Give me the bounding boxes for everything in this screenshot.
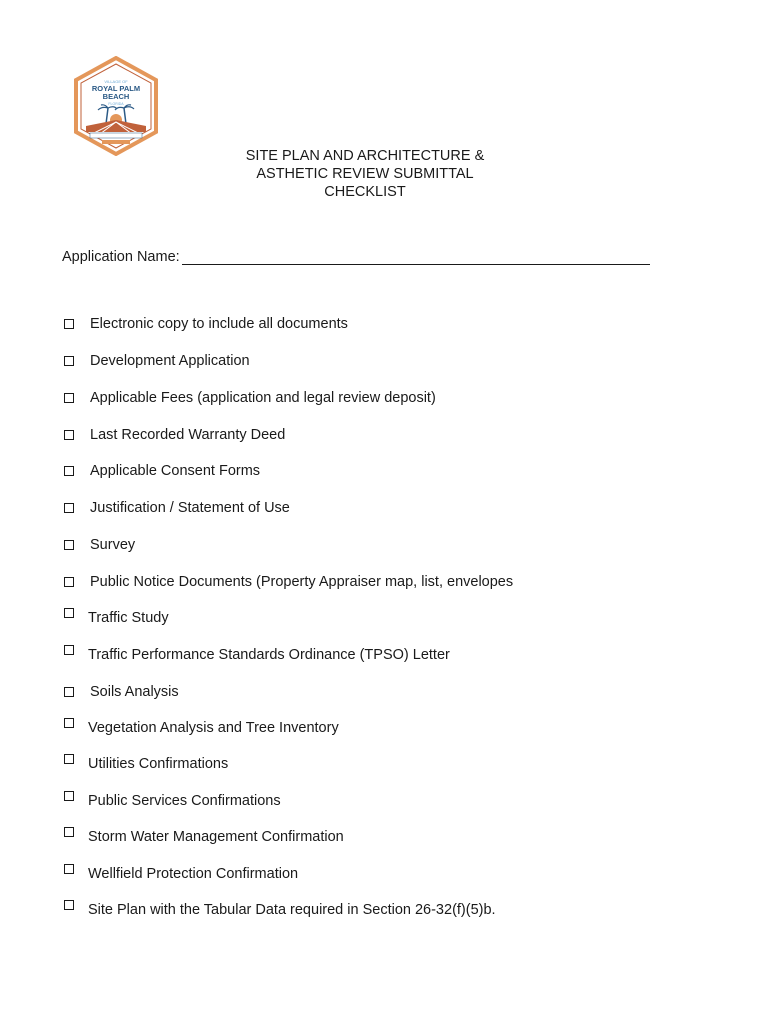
checklist-item[interactable] bbox=[64, 353, 250, 369]
checklist-item-label: Public Services Confirmations bbox=[88, 793, 281, 809]
checkbox[interactable] bbox=[64, 687, 74, 697]
checkbox[interactable] bbox=[64, 466, 74, 476]
checklist-item-label: Survey bbox=[90, 537, 136, 553]
checklist-item[interactable] bbox=[64, 390, 436, 406]
checkbox[interactable] bbox=[64, 827, 74, 837]
title-line-1: SITE PLAN AND ARCHITECTURE & bbox=[245, 148, 485, 164]
checklist-item-label: Utilities Confirmations bbox=[88, 756, 229, 772]
checkbox[interactable] bbox=[64, 577, 74, 587]
checklist-item-label: Storm Water Management Confirmation bbox=[88, 829, 344, 845]
checkbox[interactable] bbox=[64, 718, 74, 728]
checklist-item-label: Soils Analysis bbox=[90, 684, 179, 700]
checklist-item[interactable] bbox=[64, 866, 298, 882]
checkbox[interactable] bbox=[64, 356, 74, 366]
checkbox[interactable] bbox=[64, 608, 74, 618]
checklist-item[interactable] bbox=[64, 427, 285, 443]
checkbox[interactable] bbox=[64, 540, 74, 550]
svg-text:VILLAGE OF: VILLAGE OF bbox=[104, 79, 128, 84]
checklist-item-label: Wellfield Protection Confirmation bbox=[88, 866, 299, 882]
checklist-item-label: Applicable Fees (application and legal review deposit) bbox=[90, 390, 436, 406]
checklist-item-label: Justification / Statement of Use bbox=[90, 500, 290, 516]
checkbox[interactable] bbox=[64, 645, 74, 655]
checklist-item[interactable] bbox=[64, 756, 228, 772]
svg-text:BEACH: BEACH bbox=[102, 92, 130, 101]
checklist-item-label: Site Plan with the Tabular Data required in Section 26-32(f)(5)b. bbox=[88, 902, 496, 918]
checkbox[interactable] bbox=[64, 319, 74, 329]
svg-text:ROYAL PALM: ROYAL PALM bbox=[91, 84, 141, 93]
checklist-item-label: Traffic Performance Standards Ordinance (TPSO) Letter bbox=[88, 647, 450, 663]
checklist-item-label: Last Recorded Warranty Deed bbox=[90, 427, 286, 443]
checklist-item[interactable] bbox=[64, 537, 135, 553]
checkbox[interactable] bbox=[64, 754, 74, 764]
title-line-2: ASTHETIC REVIEW SUBMITTAL bbox=[256, 166, 474, 182]
checklist-item[interactable] bbox=[64, 720, 339, 736]
checklist-item[interactable] bbox=[64, 610, 169, 626]
checkbox[interactable] bbox=[64, 791, 74, 801]
checklist-item[interactable] bbox=[64, 574, 513, 590]
checkbox[interactable] bbox=[64, 430, 74, 440]
checklist-item[interactable] bbox=[64, 684, 179, 700]
checkbox[interactable] bbox=[64, 503, 74, 513]
checklist-item[interactable] bbox=[64, 902, 496, 918]
checklist-item[interactable] bbox=[64, 316, 348, 332]
checkbox[interactable] bbox=[64, 900, 74, 910]
checklist-item-label: Electronic copy to include all documents bbox=[90, 316, 348, 332]
checkbox[interactable] bbox=[64, 393, 74, 403]
checklist-item[interactable] bbox=[64, 500, 290, 516]
checklist-item-label: Vegetation Analysis and Tree Inventory bbox=[88, 720, 339, 736]
checklist-item[interactable] bbox=[64, 829, 344, 845]
title-line-3: CHECKLIST bbox=[324, 184, 406, 200]
checklist-item[interactable] bbox=[64, 793, 281, 809]
checkbox[interactable] bbox=[64, 864, 74, 874]
checklist-item[interactable] bbox=[64, 647, 450, 663]
checklist-item[interactable] bbox=[64, 463, 260, 479]
checklist-item-label: Traffic Study bbox=[88, 610, 169, 626]
svg-text:FLORIDA: FLORIDA bbox=[108, 102, 124, 106]
checklist-item-label: Development Application bbox=[90, 353, 250, 369]
checklist-item-label: Applicable Consent Forms bbox=[90, 463, 261, 479]
application-name-label: Application Name: bbox=[62, 249, 180, 265]
checklist-item-label: Public Notice Documents (Property Appraiser map, list, envelopes bbox=[90, 574, 514, 590]
